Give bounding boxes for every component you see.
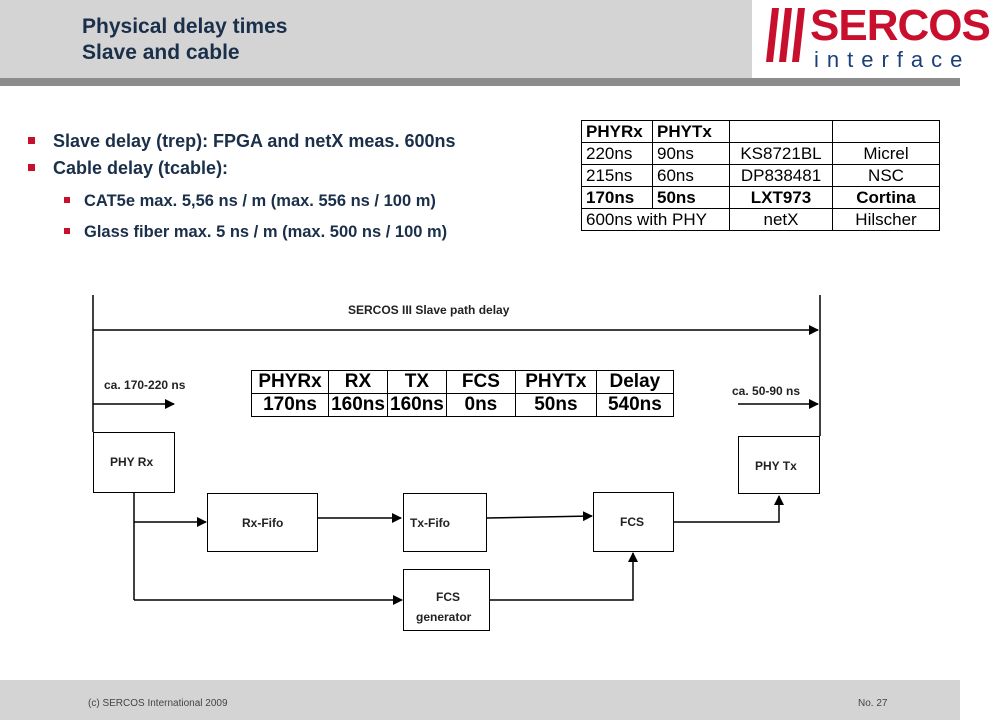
table-cell: 50ns	[653, 187, 730, 209]
title-line-2: Slave and cable	[82, 41, 240, 64]
fcs-generator-label-1: FCS	[436, 590, 460, 604]
table-cell: 160ns	[388, 394, 447, 417]
table-cell: 540ns	[596, 394, 673, 417]
phy-tx-block	[738, 436, 820, 494]
table-row	[252, 394, 674, 417]
path-delay-label: SERCOS III Slave path delay	[348, 303, 510, 317]
title-line-1: Physical delay times	[82, 15, 288, 38]
table-cell: 220ns	[582, 143, 653, 165]
phy-rx-block	[93, 432, 175, 493]
table-cell: netX	[730, 209, 833, 231]
table-cell: 160ns	[329, 394, 388, 417]
table-header-cell: RX	[329, 371, 388, 394]
tx-fifo-label: Tx-Fifo	[410, 516, 450, 530]
table-cell: 90ns	[653, 143, 730, 165]
table-cell: 170ns	[252, 394, 329, 417]
phy-tx-label: PHY Tx	[755, 459, 797, 473]
bullet-slave-delay: Slave delay (trep): FPGA and netX meas. 600ns	[28, 131, 455, 152]
delay-breakdown-table	[251, 370, 674, 417]
table-cell: Micrel	[833, 143, 940, 165]
table-cell: 170ns	[582, 187, 653, 209]
table-cell: KS8721BL	[730, 143, 833, 165]
table-cell: DP838481	[730, 165, 833, 187]
rx-fifo-block	[207, 493, 318, 552]
logo-sub-text: interface	[814, 47, 971, 72]
table-cell: 60ns	[653, 165, 730, 187]
fcs-block	[593, 492, 674, 552]
logo-main-text: SERCOS	[810, 1, 990, 50]
tx-fifo-block	[403, 493, 487, 552]
table-header-cell: FCS	[446, 371, 515, 394]
phy-rx-label: PHY Rx	[110, 455, 154, 469]
table-header-cell: PHYTx	[653, 121, 730, 143]
rx-fifo-label: Rx-Fifo	[242, 516, 284, 530]
rx-range-label: ca. 170-220 ns	[104, 378, 186, 392]
footer-page-number: No. 27	[858, 698, 888, 709]
table-cell: LXT973	[730, 187, 833, 209]
table-header-cell: Delay	[596, 371, 673, 394]
table-header-cell: PHYRx	[252, 371, 329, 394]
table-row	[252, 371, 674, 394]
fcs-generator-label-2: generator	[416, 610, 472, 624]
table-header-cell: TX	[388, 371, 447, 394]
table-header-cell: PHYTx	[515, 371, 596, 394]
table-cell: Cortina	[833, 187, 940, 209]
table-cell: Hilscher	[833, 209, 940, 231]
bullet-glass-fiber: Glass fiber max. 5 ns / m (max. 500 ns / 100 m)	[64, 223, 447, 242]
table-cell: 50ns	[515, 394, 596, 417]
table-cell: NSC	[833, 165, 940, 187]
bullet-cable-delay: Cable delay (tcable):	[28, 158, 228, 179]
fcs-label: FCS	[620, 515, 644, 529]
table-cell: 0ns	[446, 394, 515, 417]
bullet-cat5e: CAT5e max. 5,56 ns / m (max. 556 ns / 100 m)	[64, 192, 436, 211]
table-cell: 600ns with PHY	[582, 209, 730, 231]
footer-copyright: (c) SERCOS International 2009	[88, 698, 228, 709]
table-cell: 215ns	[582, 165, 653, 187]
fcs-generator-block	[403, 569, 490, 631]
table-header-cell: PHYRx	[582, 121, 653, 143]
tx-range-label: ca. 50-90 ns	[732, 384, 801, 398]
